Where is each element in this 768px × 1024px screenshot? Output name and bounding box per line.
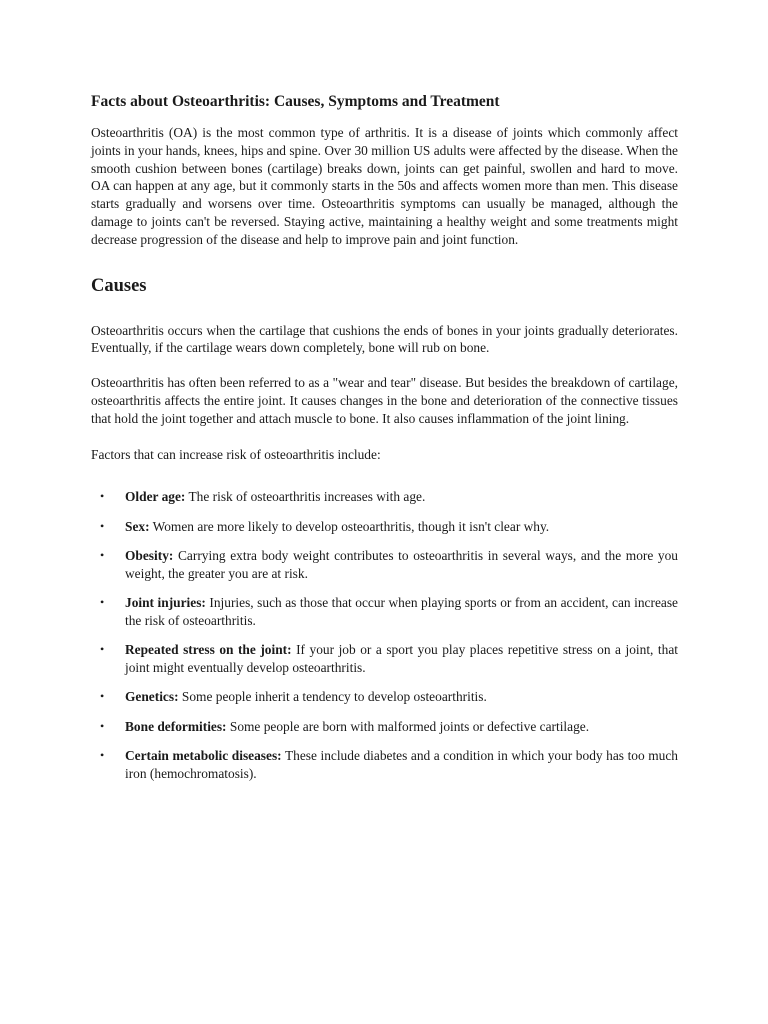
list-item bbox=[91, 641, 678, 677]
risk-factor-text: Some people inherit a tendency to develop osteoarthritis. bbox=[178, 689, 487, 705]
list-item bbox=[91, 547, 678, 583]
list-item bbox=[91, 718, 678, 736]
document-content bbox=[91, 92, 678, 794]
causes-paragraph-2: Osteoarthritis has often been referred to as a "wear and tear" disease. But besides the breakdown of cartilage, osteoarthritis affects the entire joint. It causes changes in the bone and deterioration of the connective tissues that hold the joint together and attach muscle to bone. It also causes inflammation of the joint lining. bbox=[91, 375, 678, 426]
risk-factor-term: Obesity: bbox=[125, 547, 174, 563]
bullet-icon: • bbox=[100, 689, 105, 704]
risk-factors-intro: Factors that can increase risk of osteoarthritis include: bbox=[91, 446, 381, 462]
bullet-icon: • bbox=[100, 747, 105, 762]
risk-factor-term: Joint injuries: bbox=[125, 595, 206, 611]
bullet-icon: • bbox=[100, 489, 105, 504]
risk-factor-text: Women are more likely to develop osteoarthritis, though it isn't clear why. bbox=[149, 518, 550, 534]
risk-factor-text: Some people are born with malformed joints or defective cartilage. bbox=[226, 718, 590, 734]
risk-factor-term: Genetics: bbox=[125, 689, 179, 705]
risk-factor-term: Older age: bbox=[125, 489, 186, 505]
list-item bbox=[91, 747, 678, 783]
list-item bbox=[91, 688, 678, 706]
risk-factor-term: Certain metabolic diseases: bbox=[125, 747, 282, 763]
risk-factor-term: Bone deformities: bbox=[125, 718, 227, 734]
bullet-icon: • bbox=[100, 595, 105, 610]
risk-factor-text: If your job or a sport you play places repetitive stress on a joint, that joint might eventually develop osteoarthritis. bbox=[125, 642, 678, 675]
risk-factor-text: Injuries, such as those that occur when playing sports or from an accident, can increase the risk of osteoarthritis. bbox=[125, 595, 678, 628]
list-item bbox=[91, 594, 678, 630]
bullet-icon: • bbox=[100, 518, 105, 533]
bullet-icon: • bbox=[100, 642, 105, 657]
risk-factor-text: Carrying extra body weight contributes to osteoarthritis in several ways, and the more you weight, the greater you are at risk. bbox=[125, 547, 678, 581]
bullet-icon: • bbox=[100, 718, 105, 733]
risk-factors-list bbox=[91, 488, 678, 782]
risk-factor-term: Sex: bbox=[125, 518, 150, 534]
page-title: Facts about Osteoarthritis: Causes, Symptoms and Treatment bbox=[91, 93, 500, 110]
causes-heading: Causes bbox=[91, 275, 147, 296]
causes-paragraph-1: Osteoarthritis occurs when the cartilage that cushions the ends of bones in your joints gradually deteriorates. Eventually, if the cartilage wears down completely, bone will rub on bone. bbox=[91, 322, 678, 356]
bullet-icon: • bbox=[100, 547, 105, 562]
list-item bbox=[91, 488, 678, 506]
risk-factor-text: These include diabetes and a condition in which your body has too much iron (hemochromatosis). bbox=[125, 747, 678, 781]
risk-factor-term: Repeated stress on the joint: bbox=[125, 642, 292, 658]
intro-paragraph: Osteoarthritis (OA) is the most common type of arthritis. It is a disease of joints which commonly affect joints in your hands, knees, hips and spine. Over 30 million US adults were affected by the disease. When the smooth cushion between bones (cartilage) breaks down, joints can get painful, swollen and hard to move. OA can happen at any age, but it commonly starts in the 50s and affects women more than men. This disease starts gradually and worsens over time. Osteoarthritis symptoms can usually be managed, although the damage to joints can't be reversed. Staying active, maintaining a healthy weight and some treatments might decrease progression of the disease and help to improve pain and joint function. bbox=[91, 125, 678, 247]
risk-factor-text: The risk of osteoarthritis increases with age. bbox=[185, 489, 426, 505]
list-item bbox=[91, 518, 678, 536]
